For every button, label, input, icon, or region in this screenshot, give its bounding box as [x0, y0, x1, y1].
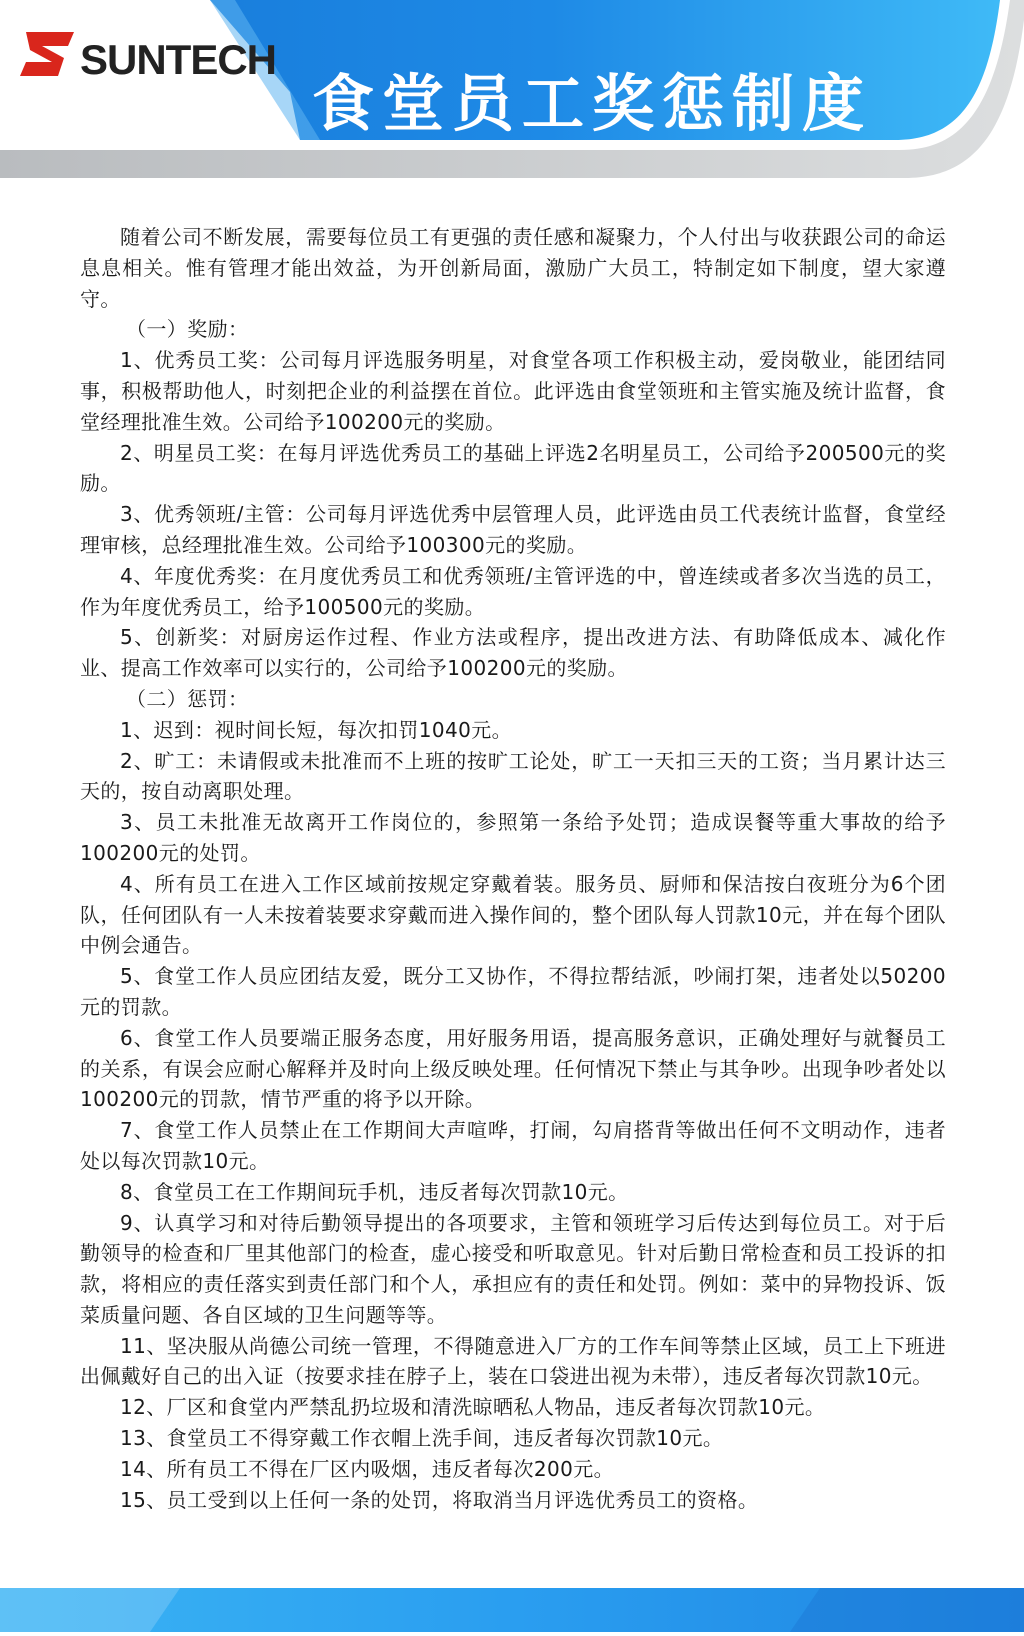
- penalty-item: 7、食堂工作人员禁止在工作期间大声喧哗，打闹，勾肩搭背等做出任何不文明动作，违者处以每次罚款10元。: [80, 1118, 946, 1173]
- penalty-item: 12、厂区和食堂内严禁乱扔垃圾和清洗晾晒私人物品，违反者每次罚款10元。: [120, 1395, 826, 1420]
- reward-item: 1、优秀员工奖：公司每月评选服务明星，对食堂各项工作积极主动，爱岗敬业，能团结同事，积极帮助他人，时刻把企业的利益摆在首位。此评选由食堂领班和主管实施及统计监督，食堂经理批准生效。公司给予100200元的奖励。: [80, 348, 946, 434]
- penalty-item: 11、坚决服从尚德公司统一管理，不得随意进入厂方的工作车间等禁止区域，员工上下班进出佩戴好自己的出入证（按要求挂在脖子上，装在口袋进出视为未带），违反者每次罚款10元。: [80, 1333, 946, 1389]
- penalty-item: 9、认真学习和对待后勤领导提出的各项要求，主管和领班学习后传达到每位员工。对于后勤领导的检查和厂里其他部门的检查，虚心接受和听取意见。针对后勤日常检查和员工投诉的扣款，将相应的责任落实到责任部门和个人，承担应有的责任和处罚。例如：菜中的异物投诉、饭菜质量问题、各自区域的卫生问题等等。: [80, 1210, 946, 1327]
- suntech-logo: [18, 30, 308, 90]
- page-title: 食堂员工奖惩制度: [312, 67, 873, 140]
- suntech-logo-mark-icon: [18, 30, 76, 78]
- penalty-item: 14、所有员工不得在厂区内吸烟，违反者每次200元。: [120, 1456, 615, 1481]
- reward-item: 5、创新奖：对厨房运作过程、作业方法或程序，提出改进方法、有助降低成本、减化作业、提高工作效率可以实行的，公司给予100200元的奖励。: [80, 625, 946, 681]
- logo-text: SUNTECH: [80, 36, 277, 83]
- reward-item: 2、明星员工奖：在每月评选优秀员工的基础上评选2名明星员工，公司给予200500元的奖励。: [80, 440, 946, 496]
- header-banner: [0, 0, 1024, 190]
- penalty-item: 13、食堂员工不得穿戴工作衣帽上洗手间，违反者每次罚款10元。: [120, 1426, 724, 1451]
- penalty-item: 15、员工受到以上任何一条的处罚，将取消当月评选优秀员工的资格。: [120, 1487, 759, 1512]
- penalty-item: 6、食堂工作人员要端正服务态度，用好服务用语，提高服务意识，正确处理好与就餐员工的关系，有误会应耐心解释并及时向上级反映处理。任何情况下禁止与其争吵。出现争吵者处以100200元的罚款，情节严重的将予以开除。: [80, 1025, 946, 1112]
- footer-band: [0, 1588, 1024, 1632]
- intro-paragraph: 随着公司不断发展，需要每位员工有更强的责任感和凝聚力，个人付出与收获跟公司的命运息息相关。惟有管理才能出效益，为开创新局面，激励广大员工，特制定如下制度，望大家遵守。: [80, 225, 946, 311]
- reward-item: 4、年度优秀奖：在月度优秀员工和优秀领班/主管评选的中，曾连续或者多次当选的员工，作为年度优秀员工，给予100500元的奖励。: [80, 563, 946, 619]
- penalty-item: 1、迟到：视时间长短，每次扣罚1040元。: [120, 717, 513, 742]
- penalty-item: 4、所有员工在进入工作区域前按规定穿戴着装。服务员、厨师和保洁按白夜班分为6个团队，任何团队有一人未按着装要求穿戴而进入操作间的，整个团队每人罚款10元，并在每个团队中例会通告。: [80, 871, 946, 958]
- footer-background: [0, 1588, 1024, 1632]
- penalty-item: 2、旷工：未请假或未批准而不上班的按旷工论处，旷工一天扣三天的工资；当月累计达三天的，按自动离职处理。: [80, 748, 946, 804]
- section-heading-penalties: （二）惩罚：: [126, 686, 249, 711]
- section-heading-rewards: （一）奖励：: [126, 317, 249, 342]
- reward-item: 3、优秀领班/主管：公司每月评选优秀中层管理人员，此评选由员工代表统计监督，食堂经理审核，总经理批准生效。公司给予100300元的奖励。: [80, 502, 946, 557]
- penalty-item: 8、食堂员工在工作期间玩手机，违反者每次罚款10元。: [120, 1179, 629, 1204]
- regulation-body: [80, 222, 946, 1515]
- penalty-item: 3、员工未批准无故离开工作岗位的，参照第一条给予处罚；造成误餐等重大事故的给予100200元的处罚。: [80, 810, 946, 865]
- penalty-item: 5、食堂工作人员应团结友爱，既分工又协作，不得拉帮结派，吵闹打架，违者处以50200元的罚款。: [80, 964, 946, 1019]
